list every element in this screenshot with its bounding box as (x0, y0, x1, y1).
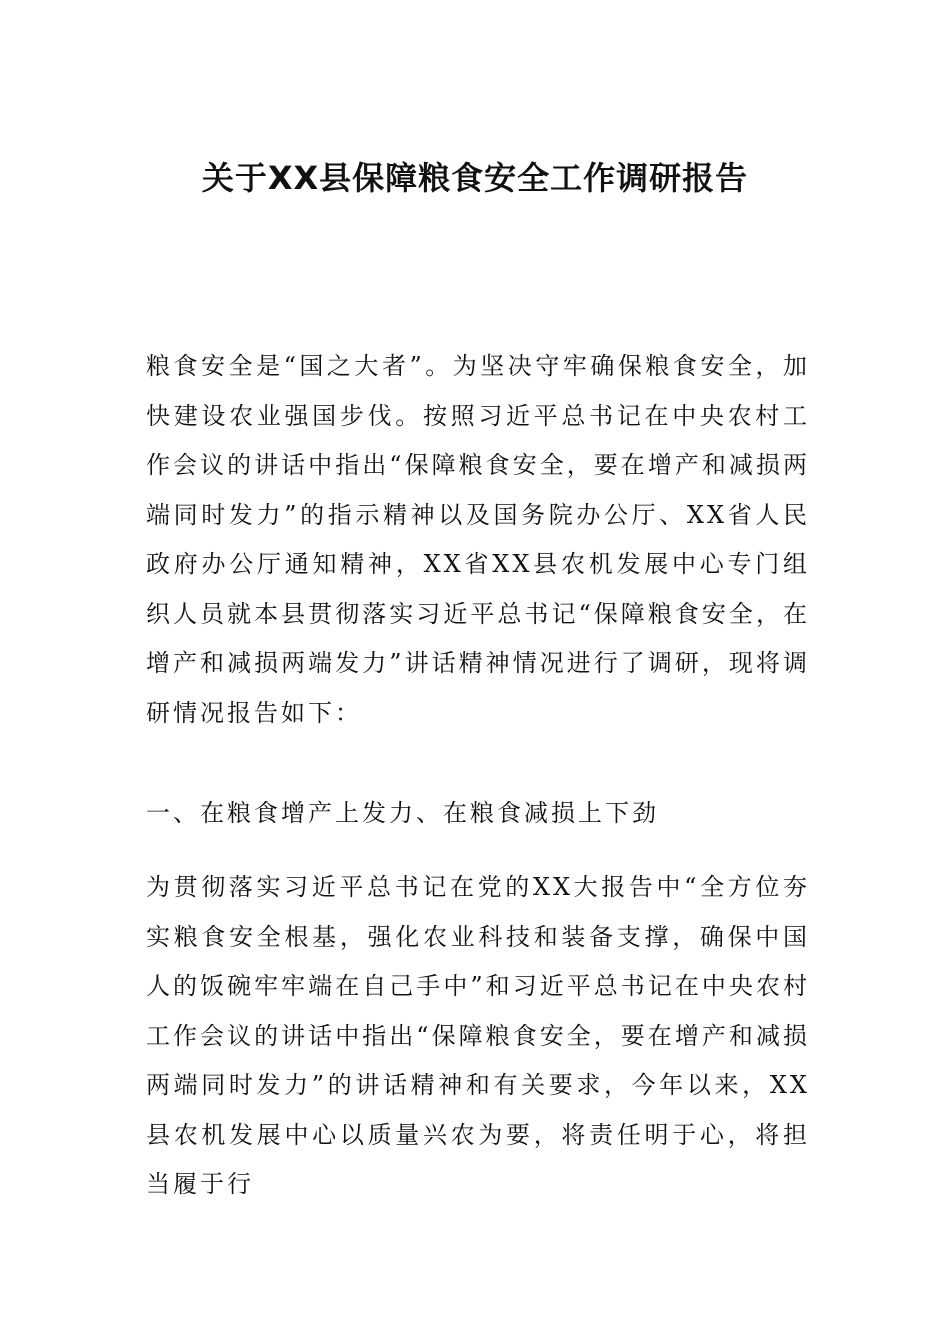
section-body-paragraph: 为贯彻落实习近平总书记在党的XX大报告中“全方位夯实粮食安全根基，强化农业科技和装备支撑，确保中国人的饭碗牢牢端在自己手中”和习近平总书记在中央农村工作会议的讲话中指出“保障粮食安全，要在增产和减损两端同时发力”的讲话精神和有关要求，今年以来，XX县农机发展中心以质量兴农为要，将责任明于心，将担当履于行 (146, 873, 810, 1198)
section-heading: 一、在粮食增产上发力、在粮食减损上下劲 (146, 799, 659, 827)
document-title: 关于XX县保障粮食安全工作调研报告 (201, 159, 749, 197)
intro-paragraph: 粮食安全是“国之大者”。为坚决守牢确保粮食安全，加快建设农业强国步伐。按照习近平总书记在中央农村工作会议的讲话中指出“保障粮食安全，要在增产和减损两端同时发力”的指示精神以及国务院办公厅、XX省人民政府办公厅通知精神，XX省XX县农机发展中心专门组织人员就本县贯彻落实习近平总书记“保障粮食安全，在增产和减损两端发力”讲话精神情况进行了调研，现将调研情况报告如下： (146, 352, 810, 727)
